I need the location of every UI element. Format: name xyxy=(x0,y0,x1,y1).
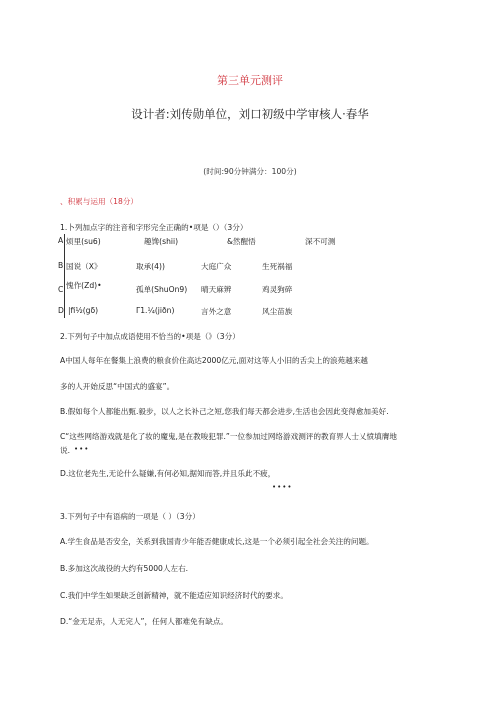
option-letter: C xyxy=(58,285,64,294)
option-letter: B xyxy=(58,261,64,270)
question-3-option-a: A.学生食品是否安全，关系到我国青少年能否健康成长,这是一个必须引起全社会关注的问题。 xyxy=(60,537,374,546)
option-letter: A xyxy=(58,236,64,245)
option-item: 趣馋(shii) xyxy=(144,237,179,246)
option-item: 孤单(ShuOn9) xyxy=(136,285,188,294)
question-2-stem: 2.下列句子中加点成语使用不恰当的•项是（》（3分） xyxy=(60,332,240,341)
option-item: 鸡灵狗碎 xyxy=(262,285,293,294)
emphasis-dots: ••• xyxy=(74,445,90,453)
question-2-option-c-line2: 说. xyxy=(60,446,71,455)
option-bracket-line xyxy=(64,234,65,318)
section-title: 、积累与运用（18分） xyxy=(60,197,139,206)
question-2-option-a-line1: A中国人每年在餐集上浪费的粮食价住高达2000亿元,面对这等人小旧的舌尖上的浪苑越来越 xyxy=(60,356,368,365)
question-2-option-c-line1: C“这些网络游戏就是化了妆的魔鬼,是在教唆犯罪.”一位参加过网络游戏测评的教育界人士乂愤填膺地 xyxy=(60,432,397,441)
option-item: Γ1.¼(jiðn) xyxy=(136,306,175,315)
option-item: 取承(4)) xyxy=(136,262,165,271)
question-3-option-c: C.我们中学生如果缺乏创新精神，就不能适应知识经济时代的要求。 xyxy=(60,591,288,600)
question-2-option-a-line2: 多的人开始反思“中国式的盛宴”。 xyxy=(60,382,175,391)
question-2-option-d: D.这位老先生,无论什么疑嫌,有何必知,据知而答,并且乐此不疲， xyxy=(60,469,276,478)
option-item: 烦里(su6) xyxy=(66,237,101,246)
option-item: 晴天麻辨 xyxy=(201,285,232,294)
question-3-option-b: B.多加这次战役的大约有5000人左右. xyxy=(60,564,189,573)
option-item: 深不可测 xyxy=(305,237,336,246)
option-item: 愧作(Zd)• xyxy=(66,281,102,290)
option-item: 生死祸福 xyxy=(262,262,293,271)
option-item: 大庭广众 xyxy=(201,262,232,271)
option-item: 言外之意 xyxy=(201,307,232,316)
option-item: &然醒悟 xyxy=(227,237,256,246)
question-2-option-b: B.假如每个人都能出甄.毅步，以人之长补己之短,您我们每天都会进步,生活也会因此变得愈加美好. xyxy=(60,407,389,416)
option-item: 国说（X》 xyxy=(66,262,102,271)
question-1-stem: 1.卜列加点字的注音和字形完全正确的•项是（）（3分） xyxy=(60,223,248,232)
option-letter: D xyxy=(58,306,64,315)
question-3-option-d: D.“金无足赤，人无完人”，任何人都难免有缺点。 xyxy=(60,617,229,626)
option-item: |fi½(gδ) xyxy=(68,306,99,315)
option-item: 风尘苗族 xyxy=(262,307,293,316)
time-info: (时间:90分钟满分：100分) xyxy=(203,167,297,176)
designer-line: 设计者:刘传勋单位，刘口初级中学审核人·春华 xyxy=(131,107,369,121)
page-title: 第三单元测评 xyxy=(217,74,283,87)
emphasis-dots: •••• xyxy=(272,483,293,491)
question-3-stem: 3.下列句子中有语病的一项是（ ）（3分） xyxy=(60,512,200,521)
